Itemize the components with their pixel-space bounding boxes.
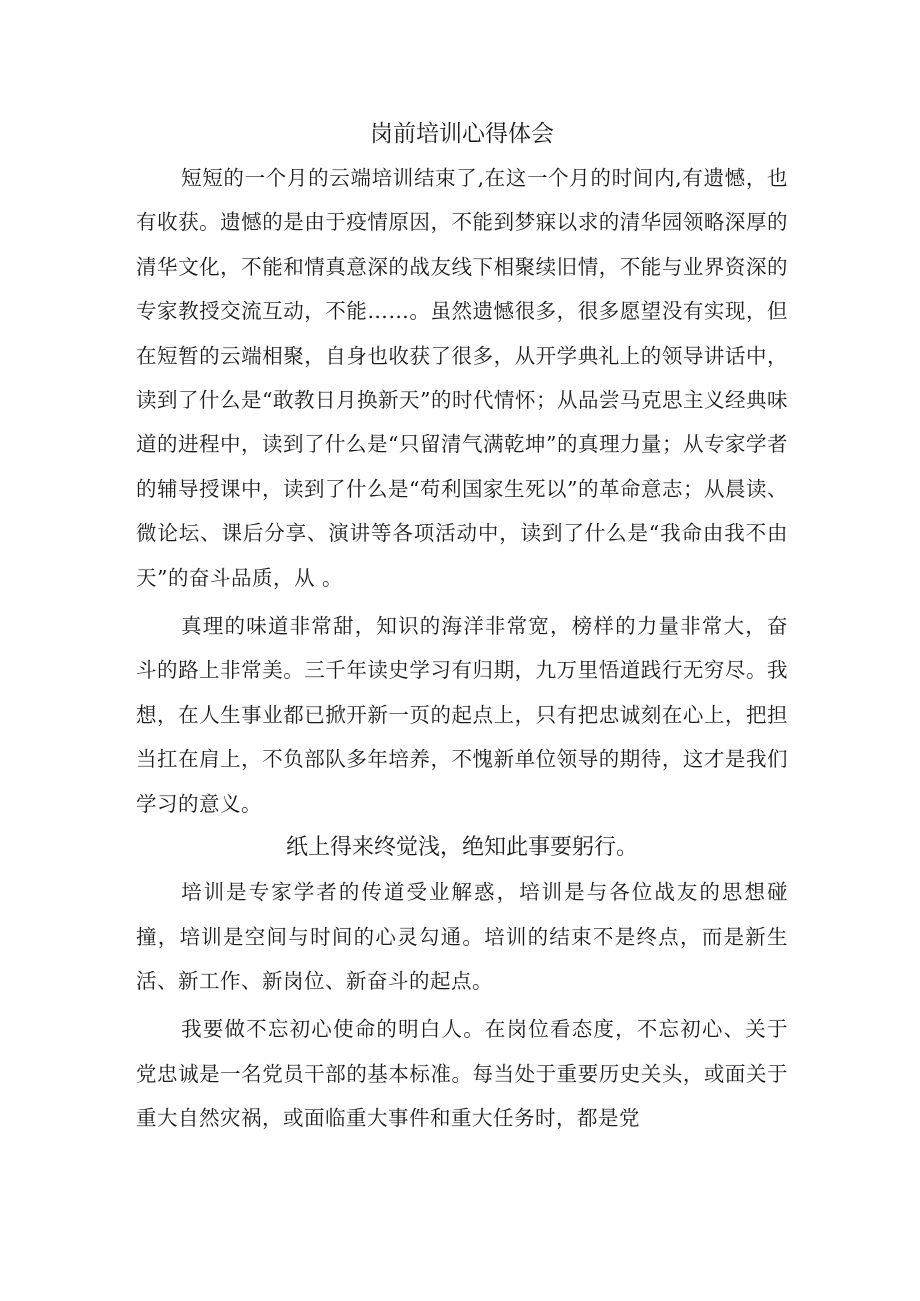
document-title: 岗前培训心得体会 xyxy=(370,121,554,147)
section-subheading: 纸上得来终觉浅，绝知此事要躬行。 xyxy=(285,835,638,861)
paragraph-1: 短短的一个月的云端培训结束了,在这一个月的时间内,有遗憾，也有收获。遗憾的是由于疫情原因，不能到梦寐以求的清华园领略深厚的清华文化，不能和情真意深的战友线下相聚续旧情，不能与业界资深的专家教授交流互动，不能……。虽然遗憾很多，很多愿望没有实现，但在短暂的云端相聚，自身也收获了很多，从开学典礼上的领导讲话中，读到了什么是“敢教日月换新天”的时代情怀；从品尝马克思主义经典味道的进程中，读到了什么是“只留清气满乾坤”的真理力量；从专家学者的辅导授课中，读到了什么是“苟利国家生死以”的革命意志；从晨读、微论坛、课后分享、演讲等各项活动中，读到了什么是“我命由我不由天”的奋斗品质，从 。 xyxy=(136,166,788,590)
paragraph-2: 真理的味道非常甜，知识的海洋非常宽，榜样的力量非常大，奋斗的路上非常美。三千年读史学习有归期，九万里悟道践行无穷尽。我想，在人生事业都已掀开新一页的起点上，只有把忠诚刻在心上，把担当扛在肩上，不负部队多年培养，不愧新单位领导的期待，这才是我们学习的意义。 xyxy=(136,614,788,816)
paragraph-4: 我要做不忘初心使命的明白人。在岗位看态度，不忘初心、关于党忠诚是一名党员干部的基本标准。每当处于重要历史关头，或面关于重大自然灾祸，或面临重大事件和重大任务时，都是党 xyxy=(136,1017,788,1131)
document-body xyxy=(136,112,788,1141)
paragraph-3: 培训是专家学者的传道受业解惑，培训是与各位战友的思想碰撞，培训是空间与时间的心灵勾通。培训的结束不是终点，而是新生活、新工作、新岗位、新奋斗的起点。 xyxy=(136,880,788,993)
